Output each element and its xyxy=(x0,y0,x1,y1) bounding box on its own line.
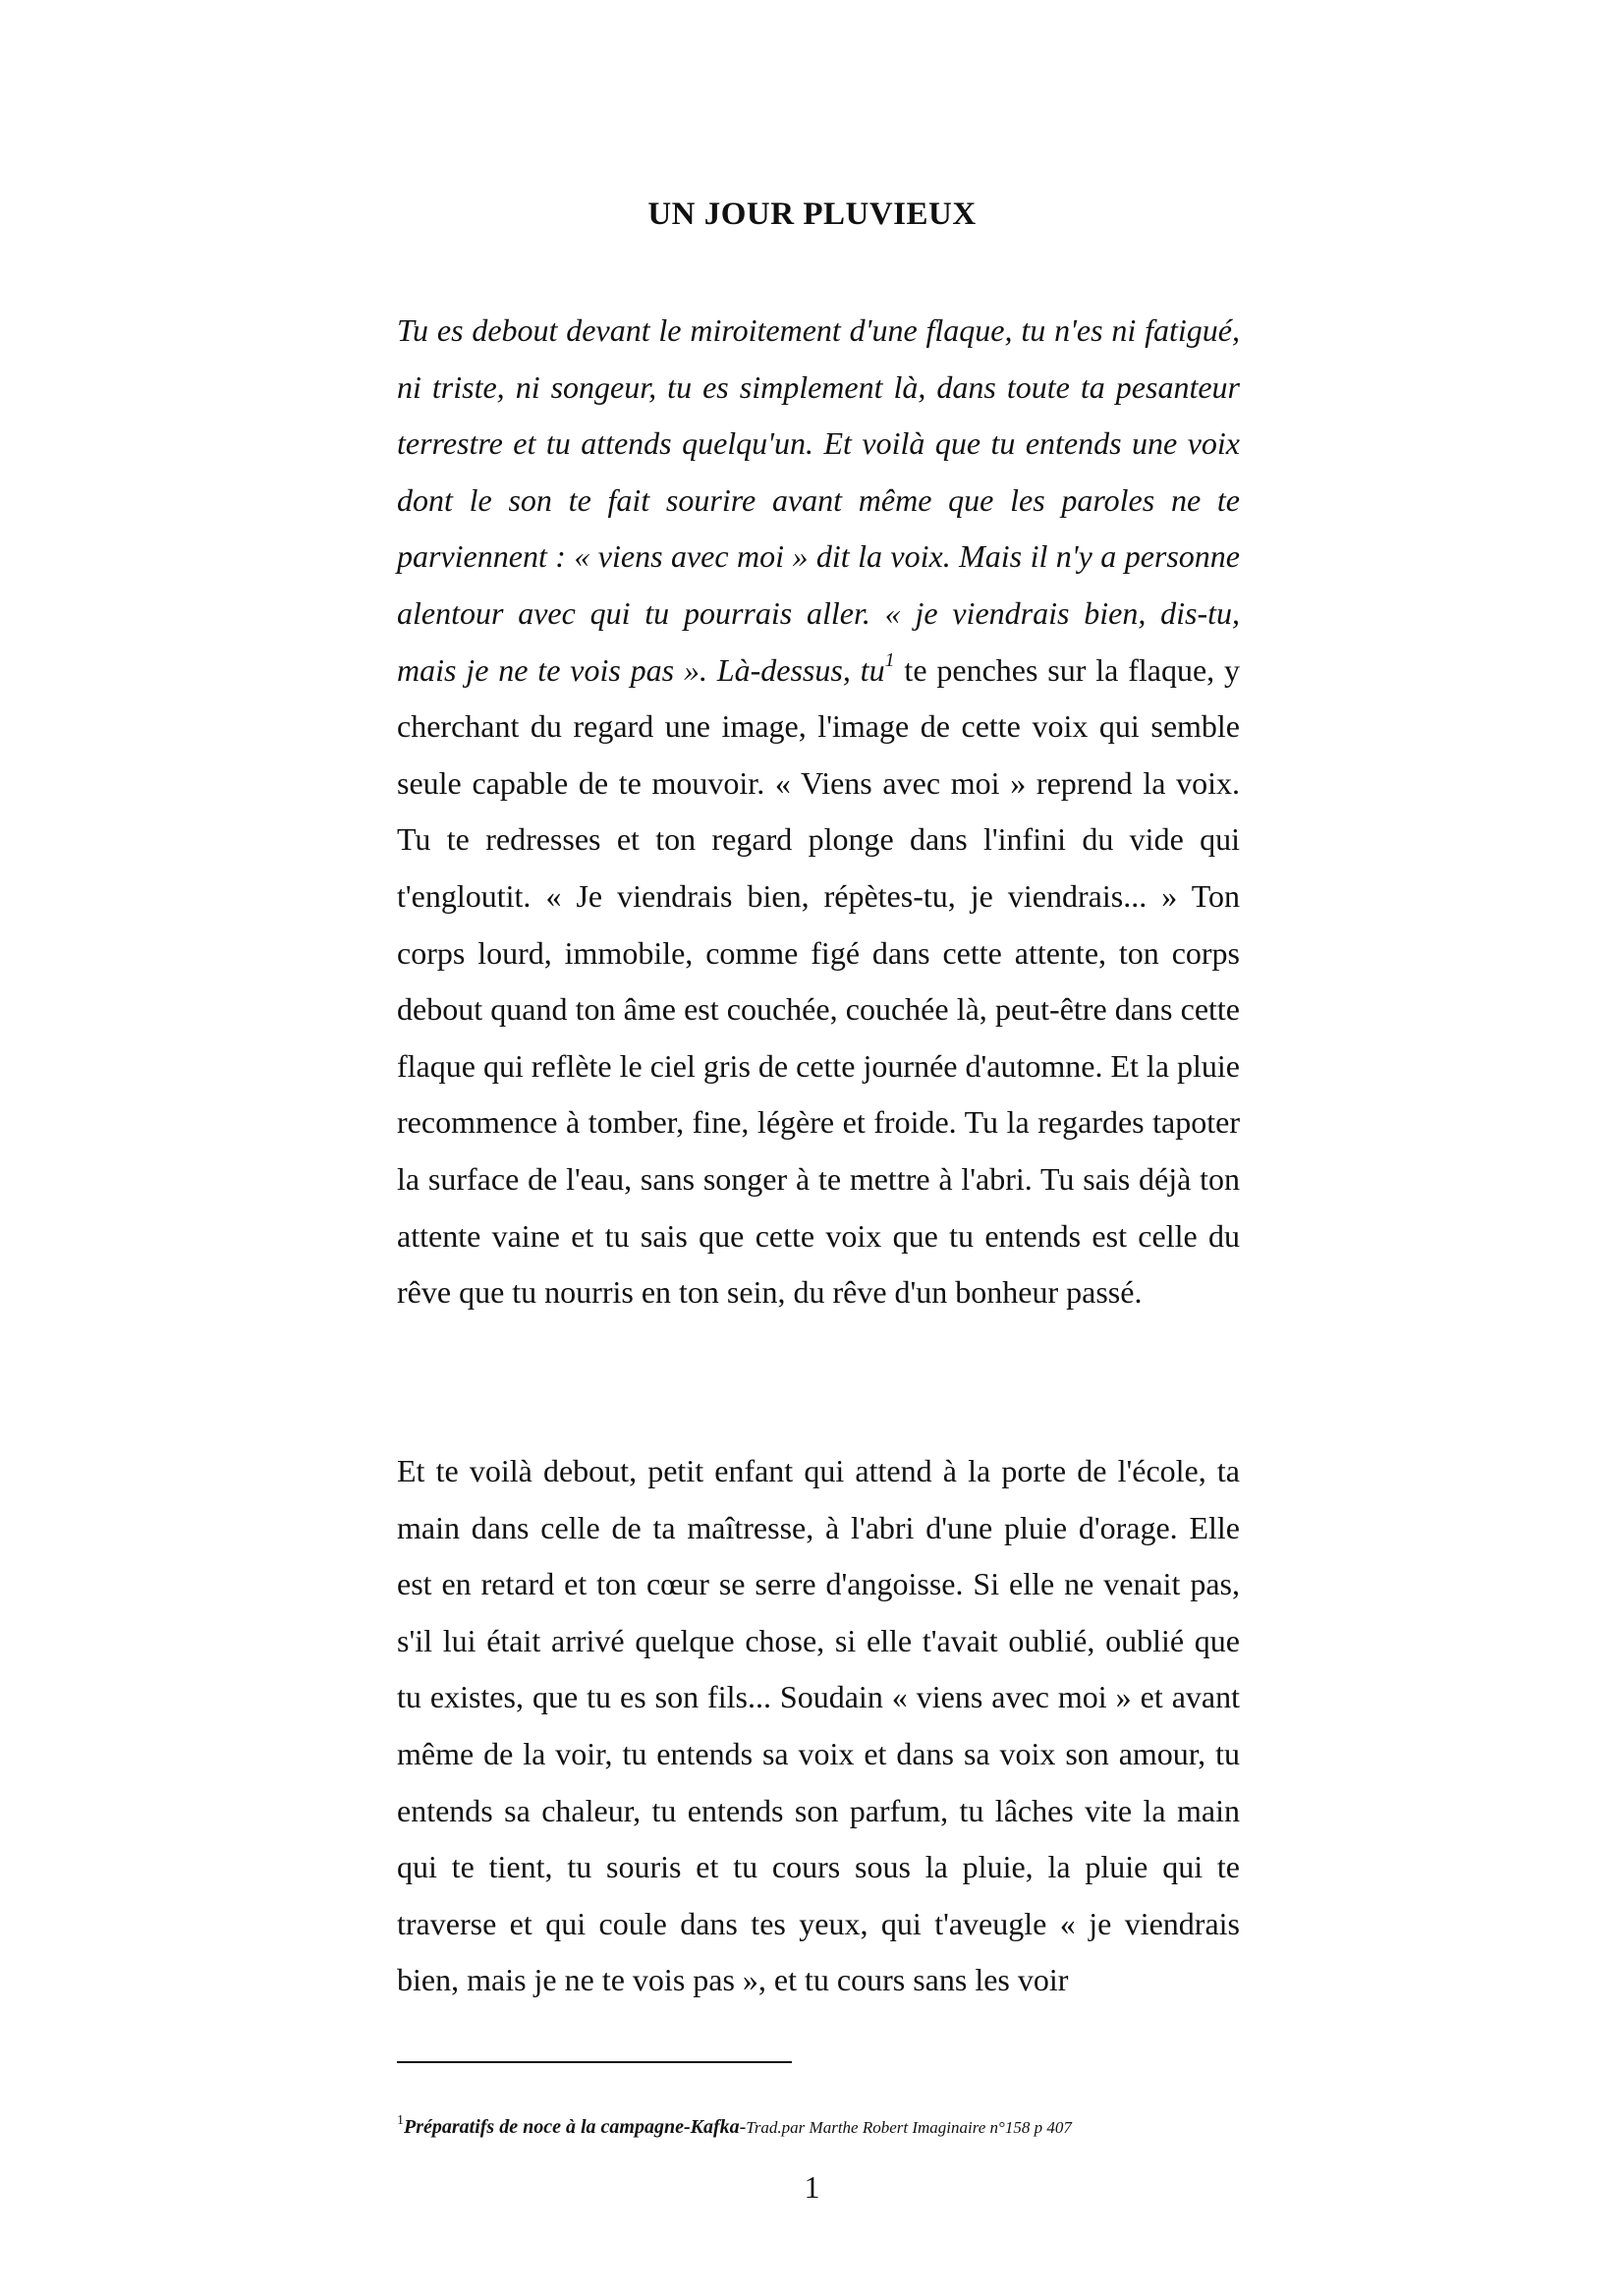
footnote-separator xyxy=(397,2061,792,2063)
document-title: UN JOUR PLUVIEUX xyxy=(647,196,977,232)
paragraph-1-roman-text: te penches sur la flaque, y cherchant du regard une image, l'image de cette voix qui semble seule capable de te mouvoir. « Viens avec moi » reprend la voix. Tu te redresses et ton regard plonge dans l'infini du vide qui t'engloutit. « Je viendrais bien, répètes-tu, je viendrais... » Ton corps lourd, immobile, comme figé dans cette attente, ton corps debout quand ton âme est couchée, couchée là, peut-être dans cette flaque qui reflète le ciel gris de cette journée d'automne. Et la pluie recommence à tomber, fine, légère et froide. Tu la regardes tapoter la surface de l'eau, sans songer à te mettre à l'abri. Tu sais déjà ton attente vaine et tu sais que cette voix que tu entends est celle du rêve que tu nourris en ton sein, du rêve d'un bonheur passé. xyxy=(397,651,1241,1311)
paragraph-1 xyxy=(397,303,1240,1321)
footnote-title: Préparatifs de noce à la campagne-Kafka xyxy=(404,2116,740,2138)
footnote-source: Trad.par Marthe Robert Imaginaire n°158 p 407 xyxy=(746,2118,1072,2137)
footnote-reference[interactable]: 1 xyxy=(884,648,895,671)
paragraph-1-italic-text: Tu es debout devant le miroitement d'une flaque, tu n'es ni fatigué, ni triste, ni songeur, tu es simplement là, dans toute ta pesanteur terrestre et tu attends quelqu'un. Et voilà que tu entends une voix dont le son te fait sourire avant même que les paroles ne te parviennent : « viens avec moi » dit la voix. Mais il n'y a personne alentour avec qui tu pourrais aller. « je viendrais bien, dis-tu, mais je ne te vois pas ». Là-dessus, tu xyxy=(397,312,1240,688)
page-number: 1 xyxy=(804,2169,820,2205)
footnote-separator-dash: - xyxy=(739,2116,747,2138)
footnote xyxy=(397,2114,1281,2141)
paragraph-2 xyxy=(397,1443,1240,2009)
footnote-number: 1 xyxy=(397,2113,404,2128)
paragraph-2-text: Et te voilà debout, petit enfant qui attend à la porte de l'école, ta main dans celle de ta maîtresse, à l'abri d'une pluie d'orage. Elle est en retard et ton cœur se serre d'angoisse. Si elle ne venait pas, s'il lui était arrivé quelque chose, si elle t'avait oublié, oublié que tu existes, que tu es son fils... Soudain « viens avec moi » et avant même de la voir, tu entends sa voix et dans sa voix son amour, tu entends sa chaleur, tu entends son parfum, tu lâches vite la main qui te tient, tu souris et tu cours sous la pluie, la pluie qui te traverse et qui coule dans tes yeux, qui t'aveugle « je viendrais bien, mais je ne te vois pas », et tu cours sans les voir xyxy=(397,1453,1240,1998)
